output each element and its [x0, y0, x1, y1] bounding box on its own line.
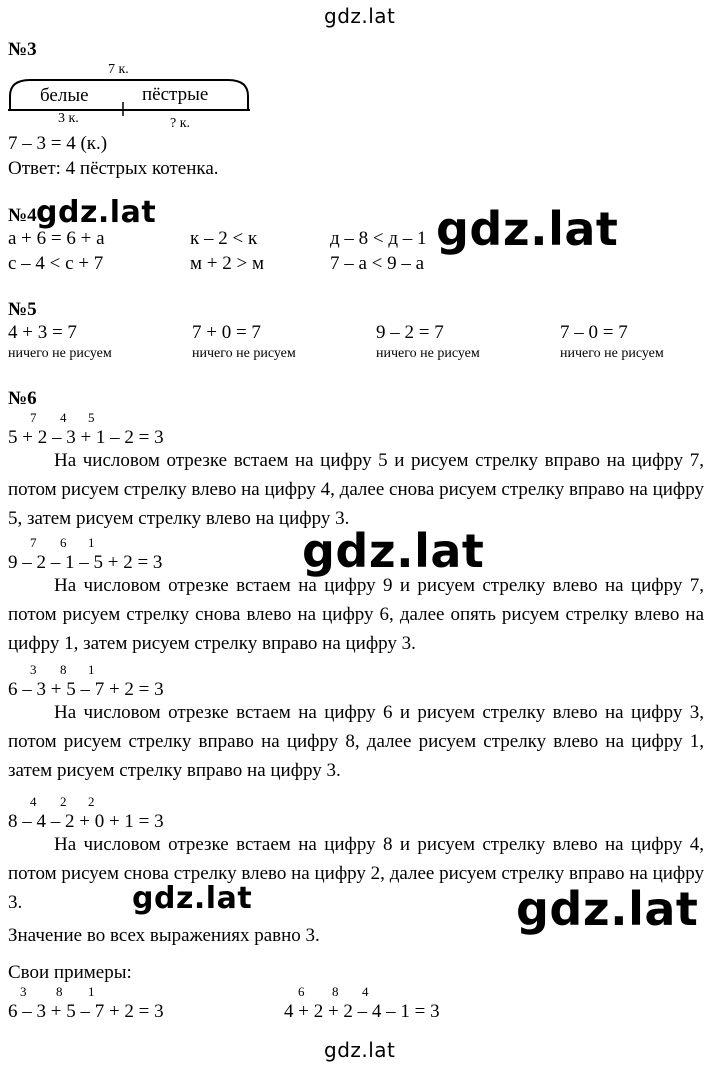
- block2-mark-3: 1: [88, 535, 95, 550]
- watermark-task4: gdz.lat: [36, 195, 157, 230]
- task6-heading: №6: [8, 388, 37, 409]
- task4-r1-c1: а + 6 = 6 + а: [8, 228, 105, 249]
- task5-eq-4: 7 – 0 = 7: [560, 322, 628, 343]
- watermark-right-1: gdz.lat: [436, 202, 619, 256]
- block2-mark-2: 6: [60, 535, 67, 550]
- diagram-right-label: пёстрые: [142, 84, 209, 105]
- task4-heading: №4: [8, 205, 37, 226]
- block1-text: На числовом отрезке встаем на цифру 5 и рисуем стрелку вправо на цифру 7, потом рисуем стрелку влево на цифру 4, далее снова рисуем стрелку вправо на цифру 5, затем рисуем стрелку влево на цифру 3.: [8, 450, 704, 529]
- task4-r1-c2: к – 2 < к: [190, 228, 258, 249]
- block3-mark-2: 8: [60, 662, 67, 677]
- task6-conclusion: Значение во всех выражениях равно 3.: [8, 925, 320, 946]
- own-ex1-mark-3: 1: [88, 984, 95, 999]
- task5-note-4: ничего не рисуем: [560, 346, 664, 361]
- block1-mark-3: 5: [88, 410, 95, 425]
- block4-mark-1: 4: [30, 794, 37, 809]
- block3-mark-3: 1: [88, 662, 95, 677]
- own-ex2-mark-3: 4: [362, 984, 369, 999]
- own-ex2-mark-2: 8: [332, 984, 339, 999]
- watermark-middle: gdz.lat: [302, 524, 485, 578]
- task4-r2-c2: м + 2 > м: [190, 253, 264, 274]
- block2-text: На числовом отрезке встаем на цифру 9 и рисуем стрелку влево на цифру 7, потом рисуем стрелку снова влево на цифру 6, далее опять рисуем стрелку влево на цифру 1, затем рисуем стрелку вправо на цифру 3.: [8, 575, 704, 654]
- diagram-total-label: 7 к.: [108, 62, 129, 77]
- diagram-right-count: ? к.: [170, 116, 191, 131]
- task3-answer: Ответ: 4 пёстрых котенка.: [8, 158, 219, 179]
- own-ex1-equation: 6 – 3 + 5 – 7 + 2 = 3: [8, 1001, 164, 1022]
- task3-heading: №3: [8, 39, 37, 60]
- block1-mark-1: 7: [30, 410, 37, 425]
- block4-mark-2: 2: [60, 794, 67, 809]
- task3-equation: 7 – 3 = 4 (к.): [8, 133, 108, 154]
- watermark-bottom-right: gdz.lat: [516, 882, 699, 936]
- own-ex2-mark-1: 6: [298, 984, 305, 999]
- task5-note-1: ничего не рисуем: [8, 346, 112, 361]
- task5-heading: №5: [8, 299, 37, 320]
- task4-r1-c3: д – 8 < д – 1: [330, 228, 427, 249]
- block2-mark-1: 7: [30, 535, 37, 550]
- task4-r2-c1: с – 4 < с + 7: [8, 253, 104, 274]
- own-ex2-equation: 4 + 2 + 2 – 4 – 1 = 3: [284, 1001, 440, 1022]
- task5-eq-1: 4 + 3 = 7: [8, 322, 77, 343]
- task4-r2-c3: 7 – а < 9 – а: [330, 253, 425, 274]
- block4-mark-3: 2: [88, 794, 95, 809]
- task5-note-3: ничего не рисуем: [376, 346, 480, 361]
- own-ex1-mark-2: 8: [56, 984, 63, 999]
- block3-mark-1: 3: [30, 662, 37, 677]
- block1-mark-2: 4: [60, 410, 67, 425]
- diagram-left-count: 3 к.: [58, 111, 79, 126]
- block3-text: На числовом отрезке встаем на цифру 6 и рисуем стрелку влево на цифру 3, потом рисуем стрелку вправо на цифру 8, далее рисуем стрелку влево на цифру 1, затем рисуем стрелку вправо на цифру 3.: [8, 702, 704, 781]
- block3-equation: 6 – 3 + 5 – 7 + 2 = 3: [8, 679, 164, 700]
- own-ex1-mark-1: 3: [20, 984, 27, 999]
- task5-eq-2: 7 + 0 = 7: [192, 322, 261, 343]
- watermark-footer: gdz.lat: [324, 1038, 396, 1062]
- block4-equation: 8 – 4 – 2 + 0 + 1 = 3: [8, 811, 164, 832]
- watermark-bottom-left: gdz.lat: [132, 881, 253, 916]
- block4-text: На числовом отрезке встаем на цифру 8 и рисуем стрелку влево на цифру 4, потом рисуем снова стрелку влево на цифру 2, далее рисуем стрелку вправо на цифру 3.: [8, 834, 704, 913]
- own-examples-label: Свои примеры:: [8, 962, 132, 983]
- watermark-top: gdz.lat: [324, 4, 396, 28]
- diagram-left-label: белые: [40, 85, 89, 106]
- block1-equation: 5 + 2 – 3 + 1 – 2 = 3: [8, 427, 164, 448]
- task5-note-2: ничего не рисуем: [192, 346, 296, 361]
- task5-eq-3: 9 – 2 = 7: [376, 322, 444, 343]
- block2-equation: 9 – 2 – 1 – 5 + 2 = 3: [8, 552, 163, 573]
